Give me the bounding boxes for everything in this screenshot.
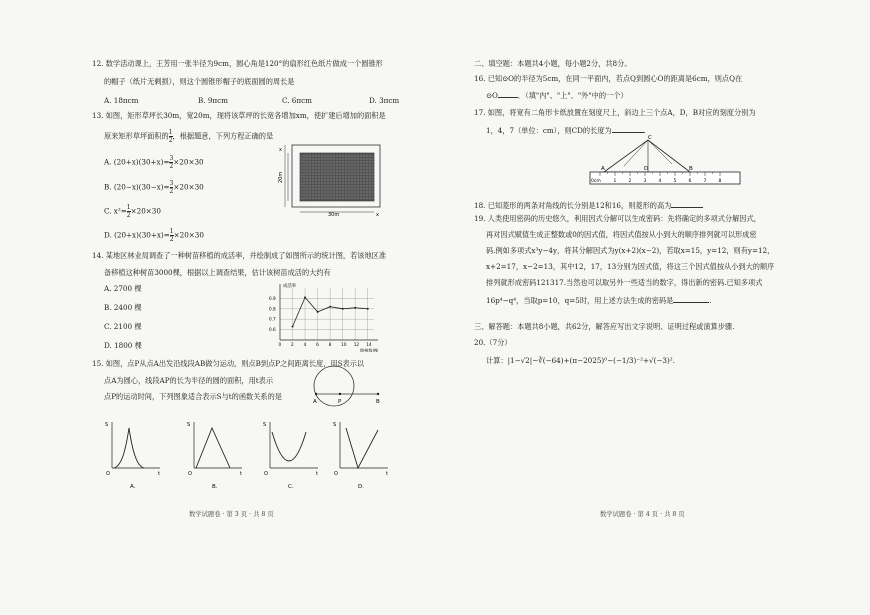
graph-curve — [346, 428, 378, 468]
data-point — [292, 325, 294, 327]
graph-curve — [272, 432, 306, 461]
section-2-heading: 二、填空题：本题共4小题，每小题2分，共8分。 — [474, 59, 632, 68]
q16-line1: 16. 已知⊙O的半径为5cm，在同一平面内，若点Q到圆心O的距离是6cm，则点Q在 — [474, 74, 743, 83]
graph-y-label: S — [187, 422, 191, 428]
q13-rectangle-figure — [276, 140, 396, 220]
ruler-tick-label: 3 — [643, 179, 647, 184]
data-point — [304, 296, 306, 298]
graph-option-b — [186, 418, 246, 492]
q13-opt-d: D. (20+x)(30+x)= $\frac{1}{2}$ ×20×30 — [104, 228, 204, 243]
chart-title: 成活率 — [283, 284, 297, 289]
graph-option-c — [262, 418, 322, 492]
graph-y-label: S — [263, 422, 267, 428]
point-b: B — [689, 166, 693, 172]
graph-x-label: t — [158, 471, 160, 477]
page3-footer: 数学试题卷 · 第 3 页 · 共 8 页 — [189, 511, 274, 518]
ruler-tick-label: 7 — [703, 179, 707, 184]
circle-a — [314, 366, 354, 406]
label-a: A — [313, 399, 317, 405]
ruler-tick-label: 0cm — [591, 179, 601, 184]
q13-opt-c: C. x²= $\frac{1}{2}$ ×20×30 — [104, 204, 161, 219]
q16-line2: ⊙O ．（填"内"、"上"、"外"中的一个） — [486, 91, 628, 100]
q15-line1: 15. 如图，点P从点A出发沿线段AB做匀运动，则点B到点P之间距离长度，用S表示以 — [92, 359, 365, 368]
q14-opt-c: C. 2100 棵 — [104, 322, 142, 331]
q15-line3: 点P的运动时间，下列图象适合表示S与t的函数关系的是 — [104, 392, 282, 401]
x-tick-label: 10 — [341, 342, 347, 347]
q15-line2: 点A为圆心，线段AP的长为半径的圆的面积，用t表示 — [104, 376, 274, 385]
graph-y-label: S — [333, 422, 337, 428]
graph-option-label: B. — [212, 484, 218, 490]
x-tick-label: 12 — [353, 342, 360, 347]
inner-lawn — [300, 153, 374, 201]
q13-line2: 原来矩形草坪面积的 $\frac{1}{2}$ ，根据题意，下列方程正确的是 — [104, 129, 274, 144]
fig-x-label: x — [279, 147, 282, 153]
q18: 18. 已知菱形的两条对角线的长分别是12和16，则菱形的高为 — [474, 199, 703, 211]
graph-option-label: C. — [288, 484, 294, 490]
ruler-tick-label: 1 — [613, 179, 617, 184]
label-p: P — [338, 399, 342, 405]
q17-line2: 1，4，7（单位：cm），则CD的长度为 . — [486, 126, 646, 135]
q14-survival-chart — [262, 280, 382, 352]
q13-opt-b: B. (20−x)(30−x)= $\frac{3}{2}$ ×20×30 — [104, 180, 204, 195]
q19-l1: 19. 人类使用密码的历史悠久，利用因式分解可以生成密码：先将确定的多项式分解因式， — [474, 214, 761, 223]
x-tick-label: 6 — [316, 342, 319, 347]
q20-title: 20.（7分） — [474, 338, 512, 347]
data-point — [342, 308, 344, 310]
label-b: B — [376, 399, 380, 405]
ruler-tick-label: 8 — [718, 179, 722, 184]
x-tick-label: 14 — [366, 342, 372, 347]
q13-line1: 13. 如图，矩形草坪长30m，宽20m，现将该草坪的长宽各增加xm，使扩建后增加的面积是 — [92, 111, 386, 120]
q12-line2: 的帽子（纸片无剩损），则这个圆锥形帽子的底面圆的周长是 — [104, 77, 295, 86]
q12-line1: 12. 数学活动课上，王芳用一张半径为9cm，圆心角是120°的扇形红色纸片做成一个圆锥形 — [92, 59, 383, 68]
y-tick-label: 0.9 — [269, 295, 276, 301]
q19-l4: x+2=17，x−2=13，其中12，17，13分别为因式值，将这三个因式值按从小到大的顺序 — [486, 262, 775, 271]
point-a: A — [601, 166, 605, 172]
section-3-heading: 三、解答题：本题共8小题，共62分，解答应写出文字说明、证明过程或演算步骤. — [474, 322, 735, 331]
x-axis-label: 移植数/棵 — [360, 348, 379, 352]
q14-opt-b: B. 2400 棵 — [104, 303, 142, 312]
q15-circle-figure — [300, 362, 396, 410]
graph-origin: O — [334, 471, 338, 477]
q17-ruler-triangle-figure — [586, 134, 746, 192]
y-tick-label: 0.6 — [269, 327, 276, 333]
q19-l5: 排列就形成密码121317.当然也可以取另外一些适当的数字，得出新的密码.已知多项式 — [486, 278, 763, 287]
point-d: D — [644, 166, 649, 172]
data-point — [329, 306, 331, 308]
x-tick-label: 0 — [278, 342, 282, 347]
graph-y-label: S — [105, 422, 109, 428]
fig-x2-label: x — [376, 212, 379, 218]
ruler-tick-label: 2 — [628, 179, 632, 184]
q12-opt-d: D. 3πcm — [369, 96, 400, 105]
graph-option-label: A. — [130, 484, 136, 490]
q14-line1: 14. 某地区林业局调查了一种树苗移植的成活率，并绘制成了如图所示的统计图，若该地区准 — [92, 251, 387, 260]
page4-footer: 数学试题卷 · 第 4 页 · 共 8 页 — [600, 511, 685, 518]
ruler-tick-label: 5 — [673, 179, 677, 184]
graph-option-label: D. — [358, 484, 364, 490]
graph-option-d — [332, 418, 392, 492]
graph-origin: O — [188, 471, 192, 477]
ruler-tick-label: 4 — [658, 179, 662, 184]
q20-calc: 计算：|1−√2|−∛(−64)+(π−2025)⁰−(−1/3)⁻²+√(−3)². — [486, 356, 675, 365]
y-tick-label: 0.7 — [269, 316, 276, 322]
x-tick-label: 8 — [328, 342, 332, 347]
q14-opt-d: D. 1800 棵 — [104, 341, 142, 350]
q13-fraction: $\frac{1}{2}$ — [168, 129, 173, 144]
q14-opt-a: A. 2700 棵 — [104, 284, 142, 293]
graph-x-label: t — [240, 471, 242, 477]
fig-height-label: 20m — [278, 171, 284, 183]
data-point — [354, 307, 356, 309]
point-c: C — [648, 135, 652, 141]
q12-opt-c: C. 6πcm — [282, 96, 312, 105]
q17-line1: 17. 如图，将宽有二角形卡纸放置在刻度尺上，斜边上三个点A，D，B对应的刻度分别为 — [474, 108, 756, 117]
q12-opt-b: B. 9πcm — [198, 96, 228, 105]
data-point — [317, 311, 319, 313]
data-point — [367, 308, 369, 310]
ruler — [590, 172, 740, 184]
graph-x-label: t — [386, 471, 388, 477]
page-4 — [450, 0, 870, 615]
ruler-tick-label: 6 — [688, 179, 692, 184]
graph-origin: O — [264, 471, 268, 477]
graph-option-a — [104, 418, 164, 492]
graph-x-label: t — [316, 471, 318, 477]
q14-line2: 备移植这种树苗3000棵，根据以上调查结果，估计该树苗成活的大约有 — [104, 268, 331, 277]
q19-l3: 码.例如多项式x³y−4y，将其分解因式为y(x+2)(x−2)，若取x=15，y=12，则有y=12， — [486, 246, 775, 255]
q19-l6: 16p⁴−q⁴，当取p=10，q=5时，用上述方法生成的密码是 . — [486, 296, 712, 305]
x-tick-label: 2 — [291, 342, 294, 347]
x-tick-label: 4 — [303, 342, 307, 347]
y-tick-label: 0.8 — [269, 306, 276, 312]
fig-width-label: 30m — [328, 212, 340, 218]
q13-opt-a: A. (20+x)(30+x)= $\frac{3}{2}$ ×20×30 — [104, 155, 204, 170]
graph-curve — [196, 428, 230, 468]
q19-l2: 再对因式赋值生成正整数或0的因式值，将因式值按从小到大的顺序排列就可以形成密 — [486, 230, 757, 239]
graph-origin: O — [106, 471, 110, 477]
q12-opt-a: A. 18πcm — [104, 96, 139, 105]
graph-curve — [114, 428, 144, 468]
